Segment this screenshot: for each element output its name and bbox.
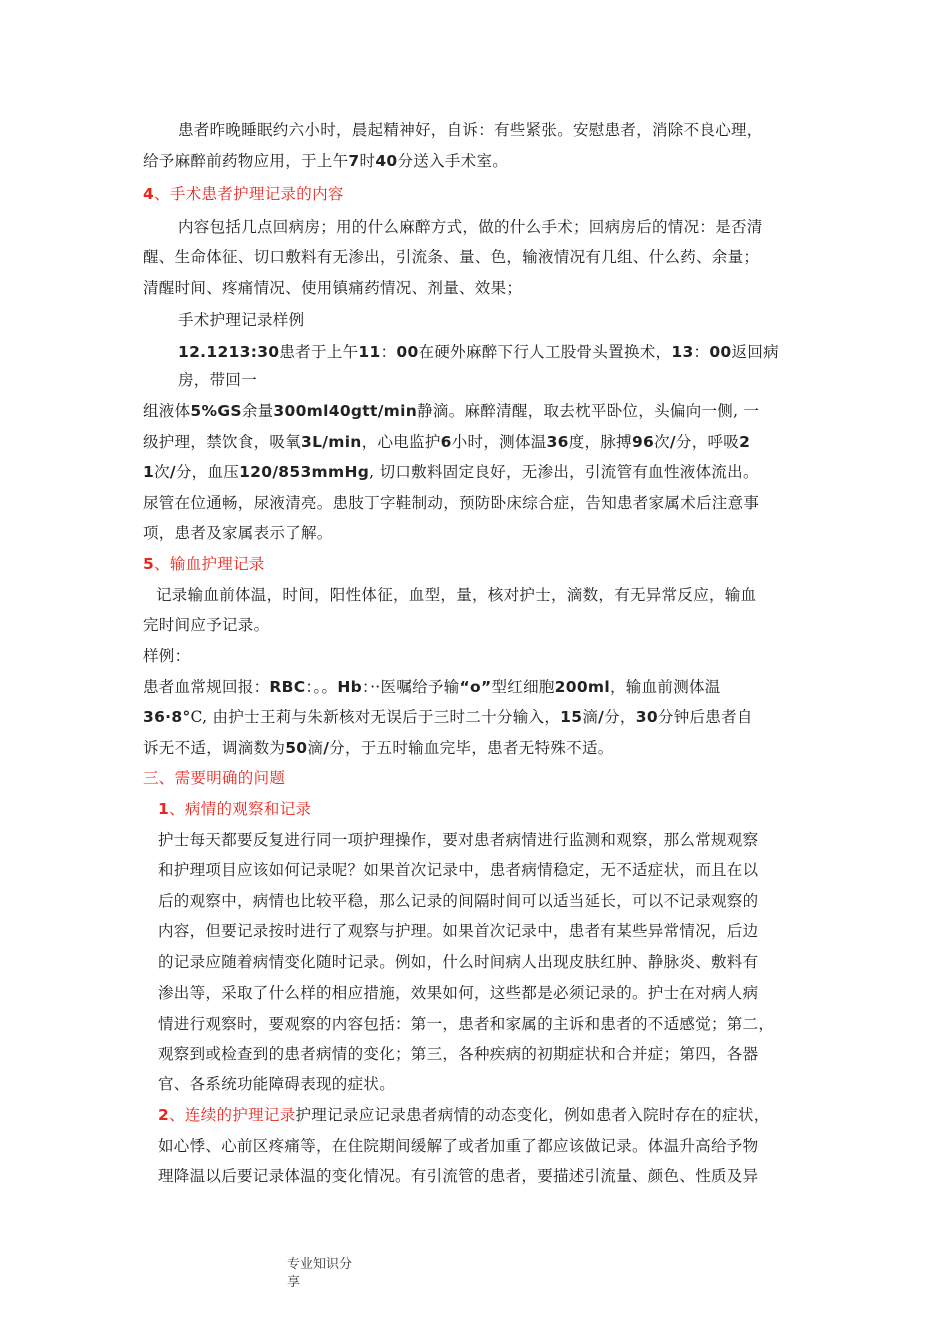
text-line: 清醒时间、疼痛情况、使用镇痛药情况、剂量、效果； (143, 279, 523, 297)
text-line: 项，患者及家属表示了解。 (143, 524, 333, 542)
text-line: 内容包括几点回病房；用的什么麻醉方式，做的什么手术；回病房后的情况：是否清 (178, 218, 763, 236)
text-line: 2、连续的护理记录护理记录应记录患者病情的动态变化，例如患者入院时存在的症状， (158, 1106, 770, 1124)
text-line: 完时间应予记录。 (143, 616, 270, 634)
text-line: 36·8°C, 由护士王莉与朱新核对无误后于三时二十分输入，15滴/分，30分钟后患者自 (143, 708, 753, 726)
subsection-heading-2-num: 2 (158, 1106, 170, 1124)
subsection-heading-2: 、连续的护理记录 (169, 1106, 296, 1124)
text-line: 给予麻醉前药物应用，于上午7时40分送入手术室。 (143, 152, 509, 170)
section-heading-4: 4、手术患者护理记录的内容 (143, 185, 344, 203)
text-line: 后的观察中，病情也比较平稳，那么记录的间隔时间可以适当延长，可以不记录观察的 (158, 892, 759, 910)
text-line: 护士每天都要反复进行同一项护理操作，要对患者病情进行监测和观察，那么常规观察 (158, 831, 759, 849)
text-line: 理降温以后要记录体温的变化情况。有引流管的患者，要描述引流量、颜色、性质及异 (158, 1167, 759, 1185)
text-line: 观察到或检查到的患者病情的变化；第三，各种疾病的初期症状和合并症；第四，各器 (158, 1045, 759, 1063)
text-line: 1次/分，血压120/853mmHg, 切口敷料固定良好，无渗出，引流管有血性液体流出。 (143, 463, 759, 481)
text-line: 患者昨晚睡眠约六小时，晨起精神好，自诉：有些紧张。安慰患者，消除不良心理， (178, 121, 763, 139)
text-line: 记录输血前体温，时间，阳性体征，血型，量，核对护士，滴数，有无异常反应，输血 (156, 586, 757, 604)
text-line: 和护理项目应该如何记录呢？如果首次记录中，患者病情稳定，无不适症状，而且在以 (158, 861, 759, 879)
text-line: 样例： (143, 647, 191, 665)
text-line: 组液体5%GS余量300ml40gtt/min静滴。麻醉清醒，取去枕平卧位，头偏向一侧, 一 (143, 402, 760, 420)
text-line: 官、各系统功能障碍表现的症状。 (158, 1075, 396, 1093)
text-line: 尿管在位通畅，尿液清亮。患肢丁字鞋制动，预防卧床综合症，告知患者家属术后注意事 (143, 494, 760, 512)
text-line: 内容，但要记录按时进行了观察与护理。如果首次记录中，患者有某些异常情况，后边 (158, 922, 759, 940)
text-line: 醒、生命体征、切口敷料有无渗出，引流条、量、色，输液情况有几组、什么药、余量； (143, 248, 760, 266)
text-line: 诉无不适，调滴数为50滴/分，于五时输血完毕，患者无特殊不适。 (143, 739, 614, 757)
section-heading-5: 5、输血护理记录 (143, 555, 265, 573)
text-line: 房，带回一 (178, 371, 258, 389)
text-line: 患者血常规回报：RBC：。。Hb：··医嘱给予输“o”型红细胞200ml，输血前测体温 (143, 678, 721, 696)
text-line: 如心悸、心前区疼痛等，在住院期间缓解了或者加重了都应该做记录。体温升高给予物 (158, 1137, 759, 1155)
section-heading-3: 三、需要明确的问题 (143, 769, 286, 787)
text-line: 渗出等，采取了什么样的相应措施，效果如何，这些都是必须记录的。护士在对病人病 (158, 984, 759, 1002)
text-line: 手术护理记录样例 (178, 311, 305, 329)
footer-line: 享 (287, 1275, 301, 1290)
text-line: 12.1213:30患者于上午11：00在硬外麻醉下行人工股骨头置换术，13：00返回病 (178, 343, 779, 361)
text-line: 级护理，禁饮食，吸氧3L/min，心电监护6小时，测体温36度，脉搏96次/分，呼吸2 (143, 433, 751, 451)
footer-line: 专业知识分 (287, 1257, 353, 1272)
subsection-heading-1: 1、病情的观察和记录 (158, 800, 312, 818)
text-line: 情进行观察时，要观察的内容包括：第一，患者和家属的主诉和患者的不适感觉；第二， (158, 1015, 775, 1033)
text-line: 的记录应随着病情变化随时记录。例如，什么时间病人出现皮肤红肿、静脉炎、敷料有 (158, 953, 759, 971)
